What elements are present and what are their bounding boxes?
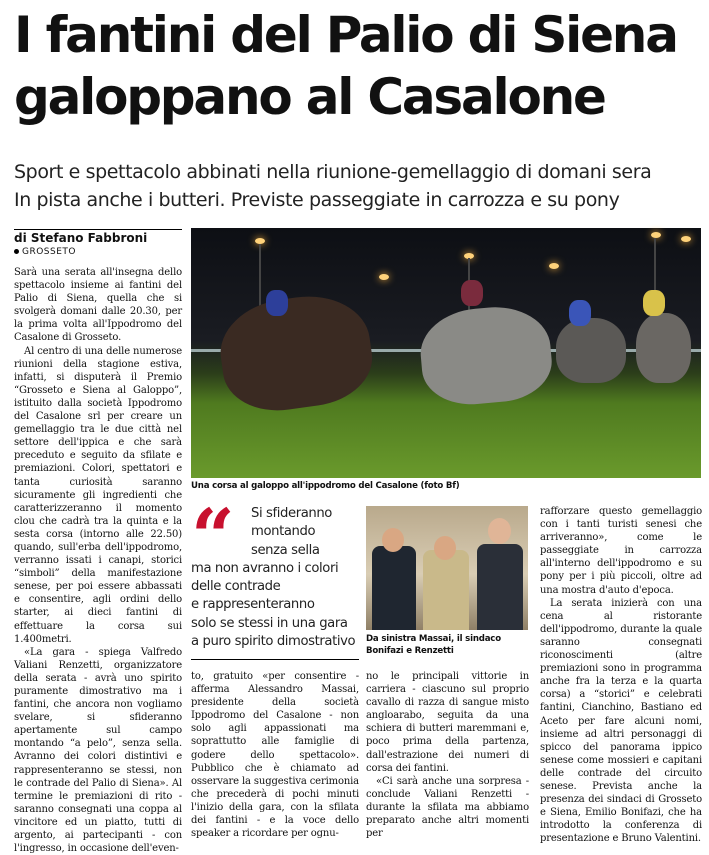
column-3 bbox=[366, 670, 529, 840]
paragraph: Al centro di una delle numerose riunioni della stagione estiva, infatti, si disputerà il Premio “Grosseto e Siena al Galoppo”, istituito dalla società Ippodromo del Casalone srl per creare un gemellaggio tra le due città nel settore dell'ippica e che sarà preceduto e seguito da sfilate e premiazioni. Colori, spettatori e tanta curiosità saranno sicuramente gli ingredienti che caratterizzeranno il momento clou che cadrà tra la quinta e la sesta corsa (intorno alle 22.50) quando, sull'erba dell'ippodromo, verranno issati i canapi, storici “simboli” della manifestazione senese, per poi essere abbassati e consentire, agli ordini dello starter, ai dieci fantini di effettuare la corsa sui 1.400metri. bbox=[14, 345, 182, 645]
race-photo bbox=[191, 228, 701, 478]
quote-line: senza sella bbox=[251, 542, 320, 558]
divider bbox=[191, 659, 359, 660]
paragraph: rafforzare questo gemellaggio con i tanti turisti senesi che arriveranno», come le passeggiate in carrozza all'interno dell'ippodromo e su pony per i più piccoli, oltre ad una mostra d'auto d'epoca. bbox=[540, 506, 702, 596]
quote-line: a puro spirito dimostrativo bbox=[191, 634, 356, 650]
headline-line-1: I fantini del Palio di Siena bbox=[14, 6, 677, 64]
quote-line: Si sfideranno bbox=[251, 506, 332, 521]
subheadline-line-2: In pista anche i butteri. Previste passeggiate in carrozza e su pony bbox=[14, 189, 620, 211]
byline bbox=[14, 229, 182, 259]
column-2 bbox=[191, 670, 359, 840]
column-1 bbox=[14, 266, 182, 855]
paragraph: to, gratuito «per consentire - afferma Alessandro Massai, presidente della società Ippodromo del Casalone - non solo agli appassionati ma soprattutto alle famiglie di godere dello spettacolo». Pubblico che è chiamato ad osservare la suggestiva cerimonia che precederà di pochi minuti l'inizio della gara, con la sfilata dei fantini - e la voce dello speaker a ricordare per ognu- bbox=[191, 671, 359, 840]
quote-line: delle contrade bbox=[191, 579, 281, 595]
people-photo bbox=[366, 506, 528, 630]
paragraph: La serata inizierà con una cena al ristorante dell'ippodromo, durante la quale saranno consegnati riconoscimenti (altre premiazioni sono in programma anche fra la terza e la quarta corsa) a “storici” e celebrati fantini, Cianchino, Bastiano ed Aceto per fare alcuni nomi, insieme ad altri personaggi di spicco del panorama ippico senese come mossieri e capitani delle contrade del circuito senese. Prevista anche la presenza dei sindaci di Grosseto e Siena, Emilio Bonifazi, che ha introdotto la conferenza di presentazione e Bruno Valentini. bbox=[540, 597, 702, 845]
paragraph: «Ci sarà anche una sorpresa - conclude Valiani Renzetti - durante la sfilata ma abbiamo preparato anche altri momenti per bbox=[366, 775, 529, 840]
pull-quote-text bbox=[191, 505, 359, 651]
column-4 bbox=[540, 505, 702, 845]
photo-caption: Una corsa al galoppo all'ippodromo del Casalone (foto Bf) bbox=[191, 481, 460, 491]
people-caption bbox=[366, 633, 531, 657]
paragraph: Sarà una serata all'insegna dello spettacolo insieme ai fantini del Palio di Siena, quella che si svolgerà domani dalle 20.30, per la prima volta all'Ippodromo del Casalone di Grosseto. bbox=[14, 267, 182, 344]
quote-line: e rappresenteranno bbox=[191, 597, 315, 613]
headline-line-2: galoppano al Casalone bbox=[14, 68, 605, 126]
people-caption-line: Da sinistra Massai, il sindaco bbox=[366, 634, 501, 644]
subheadline-line-1: Sport e spettacolo abbinati nella riunione-gemellaggio di domani sera bbox=[14, 161, 652, 183]
pull-quote bbox=[191, 492, 359, 655]
author: di Stefano Fabbroni bbox=[14, 231, 148, 245]
people-caption-line: Bonifazi e Renzetti bbox=[366, 646, 454, 656]
dateline bbox=[14, 246, 182, 259]
quote-mark-icon: “ bbox=[191, 492, 235, 581]
headline bbox=[14, 4, 704, 128]
subheadline bbox=[14, 158, 704, 214]
quote-line: montando bbox=[251, 524, 316, 540]
location: GROSSETO bbox=[22, 247, 77, 257]
paragraph: no le principali vittorie in carriera - ciascuno sul proprio cavallo di razza di sangue misto angloarabo, seguita da una schiera di butteri maremmani e, poco prima della partenza, dall'estrazione dei numeri di corsa dei fantini. bbox=[366, 671, 529, 774]
bullet-icon bbox=[14, 249, 19, 254]
quote-line: solo se stessi in una gara bbox=[191, 615, 348, 631]
quote-line: ma non avranno i colori bbox=[191, 560, 339, 576]
paragraph: «La gara - spiega Valfredo Valiani Renzetti, organizzatore della serata - avrà uno spirito puramente dimostrativo ma i fantini, che ancora non vogliamo svelare, si sfideranno apertamente sul campo montando “a pelo”, senza sella. Avranno dei colori distintivi e rappresenteranno se stessi, non le contrade del Palio di Siena». Al termine le premiazioni di rito - saranno consegnati una coppa al vincitore ed un piatto, tutti di argento, ai partecipanti - con l'ingresso, in occasione dell'even- bbox=[14, 646, 182, 855]
